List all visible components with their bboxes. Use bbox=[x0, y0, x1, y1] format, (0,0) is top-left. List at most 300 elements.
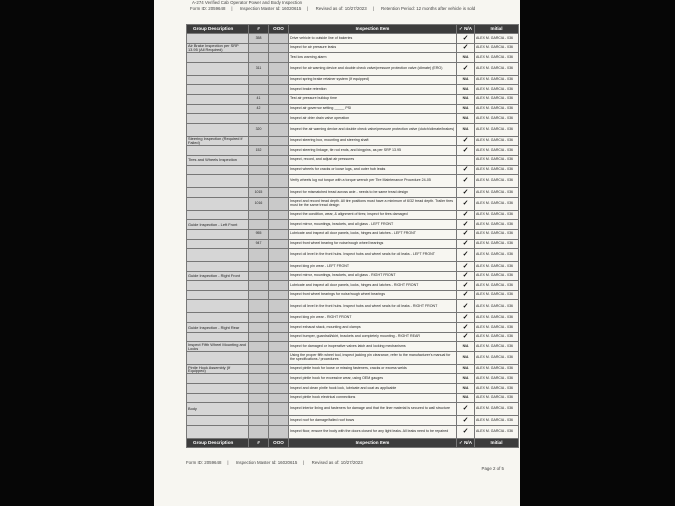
number-cell-text: 1016 bbox=[254, 200, 263, 205]
initial-cell-text: ALEX M. GARCIA - 036 bbox=[476, 167, 513, 172]
table-row bbox=[187, 374, 519, 384]
group-cell bbox=[187, 136, 249, 146]
number-cell bbox=[249, 364, 269, 374]
item-cell bbox=[289, 393, 457, 403]
checkmark-icon: ✓ bbox=[462, 272, 469, 280]
number-cell bbox=[249, 175, 269, 188]
group-cell bbox=[187, 393, 249, 403]
checkmark-icon: ✓ bbox=[462, 313, 469, 321]
table-row bbox=[187, 323, 519, 333]
number-cell bbox=[249, 188, 269, 198]
initial-cell bbox=[475, 393, 519, 403]
icons-cell bbox=[269, 146, 289, 156]
icons-cell bbox=[269, 425, 289, 438]
item-cell bbox=[289, 313, 457, 323]
group-cell bbox=[187, 43, 249, 53]
initial-cell bbox=[475, 34, 519, 44]
number-cell-text: 320 bbox=[255, 126, 262, 131]
icons-cell bbox=[269, 114, 289, 124]
icons-cell bbox=[269, 281, 289, 291]
number-cell bbox=[249, 220, 269, 230]
item-cell-text: Inspect mirror, mountings, brackets, and all glass - LEFT FRONT bbox=[290, 221, 394, 226]
checkmark-icon: ✓ bbox=[462, 137, 469, 145]
item-cell bbox=[289, 425, 457, 438]
item-cell-text: Inspect king pin wear - LEFT FRONT bbox=[290, 263, 350, 268]
table-row bbox=[187, 53, 519, 63]
item-cell-text: Inspect king pin wear - RIGHT FRONT bbox=[290, 314, 352, 319]
number-cell bbox=[249, 53, 269, 63]
initial-cell bbox=[475, 416, 519, 426]
initial-cell bbox=[475, 364, 519, 374]
group-cell bbox=[187, 114, 249, 124]
item-cell bbox=[289, 210, 457, 220]
icons-cell bbox=[269, 155, 289, 165]
item-cell bbox=[289, 62, 457, 75]
group-cell bbox=[187, 85, 249, 95]
number-cell bbox=[249, 239, 269, 249]
item-cell bbox=[289, 281, 457, 291]
checkmark-icon: ✓ bbox=[462, 199, 469, 207]
col-icons-header: OOO bbox=[269, 25, 289, 34]
item-cell-text: Inspect and record tread depth. All tire positions must have a minimum of 6/32 tread depth. Trailer tires must be the same tread design bbox=[290, 199, 453, 207]
check-cell bbox=[457, 197, 475, 210]
check-status: N/A bbox=[462, 343, 469, 348]
group-cell-text: Tires and Wheels Inspection bbox=[188, 157, 237, 163]
item-cell bbox=[289, 188, 457, 198]
table-row bbox=[187, 210, 519, 220]
number-cell bbox=[249, 249, 269, 262]
initial-cell bbox=[475, 104, 519, 114]
icons-cell bbox=[269, 416, 289, 426]
item-cell-text: Inspect pintle hook for loose or missing fasteners, cracks or excess welds bbox=[290, 366, 407, 371]
item-cell bbox=[289, 175, 457, 188]
initial-cell bbox=[475, 332, 519, 342]
item-cell bbox=[289, 104, 457, 114]
number-cell bbox=[249, 290, 269, 300]
item-cell bbox=[289, 146, 457, 156]
item-cell-text: Inspect wheels for cracks or loose lugs, and outer hub leaks bbox=[290, 167, 386, 172]
item-cell-text: Inspect air drier drain valve operation bbox=[290, 115, 350, 120]
table-row bbox=[187, 384, 519, 394]
icons-cell bbox=[269, 34, 289, 44]
table-row bbox=[187, 165, 519, 175]
icons-cell bbox=[269, 300, 289, 313]
initial-cell bbox=[475, 271, 519, 281]
table-row bbox=[187, 281, 519, 291]
initial-cell bbox=[475, 155, 519, 165]
initial-cell-text: ALEX M. GARCIA - 036 bbox=[476, 212, 513, 217]
footer-inspection-master: Inspection Master Id: 16020615 bbox=[235, 460, 298, 465]
check-cell bbox=[457, 425, 475, 438]
check-cell bbox=[457, 104, 475, 114]
item-cell bbox=[289, 403, 457, 416]
check-cell bbox=[457, 229, 475, 239]
group-cell bbox=[187, 239, 249, 249]
number-cell bbox=[249, 75, 269, 85]
initial-cell-text: ALEX M. GARCIA - 036 bbox=[476, 282, 513, 287]
initial-cell-text: ALEX M. GARCIA - 036 bbox=[476, 77, 513, 82]
table-row bbox=[187, 85, 519, 95]
number-cell bbox=[249, 313, 269, 323]
number-cell bbox=[249, 384, 269, 394]
initial-cell bbox=[475, 136, 519, 146]
icons-cell bbox=[269, 384, 289, 394]
check-cell bbox=[457, 416, 475, 426]
check-cell bbox=[457, 123, 475, 136]
header-form-no: Form ID: 2059648 bbox=[190, 6, 226, 11]
number-cell bbox=[249, 271, 269, 281]
item-cell-text: Drive vehicle to outside line of bakeries bbox=[290, 35, 353, 40]
initial-cell bbox=[475, 425, 519, 438]
item-cell bbox=[289, 290, 457, 300]
initial-cell-text: ALEX M. GARCIA - 036 bbox=[476, 366, 513, 371]
icons-cell bbox=[269, 104, 289, 114]
table-row bbox=[187, 262, 519, 272]
group-cell bbox=[187, 94, 249, 104]
check-status: N/A bbox=[462, 106, 469, 111]
group-cell bbox=[187, 364, 249, 374]
number-cell bbox=[249, 300, 269, 313]
table-row bbox=[187, 393, 519, 403]
group-cell bbox=[187, 300, 249, 313]
group-cell bbox=[187, 403, 249, 416]
item-cell-text: Inspect for damaged or inoperative valves latch and locking mechanisms bbox=[290, 343, 406, 348]
icons-cell bbox=[269, 229, 289, 239]
col-group-header: Group Description bbox=[187, 25, 249, 34]
table-row bbox=[187, 342, 519, 352]
group-cell bbox=[187, 323, 249, 333]
initial-cell bbox=[475, 94, 519, 104]
check-status: N/A bbox=[462, 395, 469, 400]
group-cell bbox=[187, 34, 249, 44]
initial-cell bbox=[475, 323, 519, 333]
icons-cell bbox=[269, 136, 289, 146]
initial-cell bbox=[475, 197, 519, 210]
item-cell bbox=[289, 155, 457, 165]
number-cell-text: 42 bbox=[256, 106, 261, 111]
icons-cell bbox=[269, 271, 289, 281]
group-cell-text: Inspect Fifth Wheel Mounting and Locks bbox=[188, 341, 246, 351]
checkmark-icon: ✓ bbox=[462, 64, 469, 72]
check-cell bbox=[457, 146, 475, 156]
checkmark-icon: ✓ bbox=[462, 291, 469, 299]
initial-cell-text: ALEX M. GARCIA - 036 bbox=[476, 406, 513, 411]
group-cell bbox=[187, 75, 249, 85]
initial-cell-text: ALEX M. GARCIA - 036 bbox=[476, 241, 513, 245]
initial-cell-text: ALEX M. GARCIA - 036 bbox=[476, 292, 513, 297]
table-row bbox=[187, 220, 519, 230]
icons-cell bbox=[269, 165, 289, 175]
group-cell bbox=[187, 425, 249, 438]
initial-cell-text: ALEX M. GARCIA - 036 bbox=[476, 54, 513, 59]
item-cell bbox=[289, 262, 457, 272]
initial-cell bbox=[475, 290, 519, 300]
check-cell bbox=[457, 175, 475, 188]
icons-cell bbox=[269, 323, 289, 333]
group-cell bbox=[187, 104, 249, 114]
check-cell bbox=[457, 262, 475, 272]
icons-cell bbox=[269, 332, 289, 342]
number-cell bbox=[249, 332, 269, 342]
header-title: A-274 Verified Cab Operator Power and Body Inspection bbox=[192, 0, 303, 5]
table-row bbox=[187, 313, 519, 323]
item-cell-text: Test air pressure buildup time bbox=[290, 96, 337, 101]
item-cell bbox=[289, 374, 457, 384]
group-cell bbox=[187, 374, 249, 384]
number-cell bbox=[249, 43, 269, 53]
item-cell bbox=[289, 114, 457, 124]
item-cell bbox=[289, 94, 457, 104]
check-cell bbox=[457, 94, 475, 104]
item-cell-text: Inspect air governor setting _____ PSI bbox=[290, 106, 352, 111]
number-cell bbox=[249, 197, 269, 210]
number-cell bbox=[249, 123, 269, 136]
item-cell bbox=[289, 416, 457, 426]
table-row bbox=[187, 229, 519, 239]
check-cell bbox=[457, 62, 475, 75]
table-row bbox=[187, 94, 519, 104]
group-cell bbox=[187, 290, 249, 300]
check-cell bbox=[457, 374, 475, 384]
number-cell bbox=[249, 62, 269, 75]
initial-cell bbox=[475, 165, 519, 175]
check-cell bbox=[457, 210, 475, 220]
item-cell-text: Inspect the air warning device and double check valve/pressure protection valve (clutch/climate/brakes) bbox=[290, 126, 455, 131]
check-cell bbox=[457, 114, 475, 124]
initial-cell bbox=[475, 313, 519, 323]
check-status: N/A bbox=[462, 375, 469, 380]
group-cell-text: Guide Inspection - Right Front bbox=[188, 273, 240, 279]
checkmark-icon: ✓ bbox=[462, 416, 469, 424]
icons-cell bbox=[269, 75, 289, 85]
group-cell bbox=[187, 384, 249, 394]
checkmark-icon: ✓ bbox=[462, 262, 469, 270]
item-cell bbox=[289, 249, 457, 262]
table-row bbox=[187, 188, 519, 198]
item-cell-text: Inspect spring brake retainer system (If equipped) bbox=[290, 77, 370, 82]
group-cell bbox=[187, 53, 249, 63]
item-cell bbox=[289, 165, 457, 175]
table-row bbox=[187, 34, 519, 44]
header-ids: Form ID: 2059648 | Inspection Master Id: 16020615 | Revised as of: 10/27/2023 | Retention Period: 12 months after vehicle is sold bbox=[190, 6, 476, 11]
icons-cell bbox=[269, 374, 289, 384]
icons-cell bbox=[269, 342, 289, 352]
initial-cell-text: ALEX M. GARCIA - 036 bbox=[476, 96, 513, 101]
check-status: N/A bbox=[462, 86, 469, 91]
checkmark-icon: ✓ bbox=[462, 302, 469, 310]
item-cell-text: Inspect for mismatched tread across axle - needs to be same tread design bbox=[290, 189, 409, 194]
initial-cell-text: ALEX M. GARCIA - 036 bbox=[476, 429, 513, 434]
initial-cell bbox=[475, 53, 519, 63]
initial-cell-text: ALEX M. GARCIA - 036 bbox=[476, 115, 513, 120]
number-cell-text: 152 bbox=[255, 147, 262, 152]
checkmark-icon: ✓ bbox=[462, 323, 469, 331]
icons-cell bbox=[269, 94, 289, 104]
icons-cell bbox=[269, 175, 289, 188]
number-cell bbox=[249, 323, 269, 333]
check-cell bbox=[457, 281, 475, 291]
table-row bbox=[187, 136, 519, 146]
initial-cell bbox=[475, 229, 519, 239]
check-status: N/A bbox=[462, 355, 469, 360]
group-cell-text: Air Brake Inspection per SRP 13.95 (All Required) bbox=[188, 43, 239, 52]
initial-cell bbox=[475, 175, 519, 188]
number-cell bbox=[249, 114, 269, 124]
number-cell-text: 311 bbox=[255, 65, 262, 70]
item-cell-text: Inspect interior lining and fasteners for damage and that the liner material is secured to wall structure bbox=[290, 406, 451, 411]
initial-cell bbox=[475, 220, 519, 230]
initial-cell-text: ALEX M. GARCIA - 036 bbox=[476, 138, 513, 143]
icons-cell bbox=[269, 364, 289, 374]
checkmark-icon: ✓ bbox=[462, 251, 469, 259]
initial-cell-text: ALEX M. GARCIA - 036 bbox=[476, 65, 513, 70]
item-cell-text: Test low warning alarm bbox=[290, 54, 327, 59]
table-row bbox=[187, 62, 519, 75]
table-row bbox=[187, 104, 519, 114]
initial-cell-text: ALEX M. GARCIA - 036 bbox=[476, 324, 513, 329]
check-cell bbox=[457, 136, 475, 146]
header-inspection-master: Inspection Master Id: 16020615 bbox=[239, 6, 302, 11]
number-cell-text: 358 bbox=[255, 35, 262, 40]
check-cell bbox=[457, 43, 475, 53]
item-cell bbox=[289, 332, 457, 342]
initial-cell-text: ALEX M. GARCIA - 036 bbox=[476, 334, 513, 339]
icons-cell bbox=[269, 210, 289, 220]
item-cell bbox=[289, 239, 457, 249]
check-status: N/A bbox=[462, 77, 469, 82]
initial-cell bbox=[475, 384, 519, 394]
group-cell-text: Body bbox=[188, 406, 197, 412]
col-num-footer: # bbox=[249, 438, 269, 447]
item-cell-text: Inspect steering box, mounting and steering shaft bbox=[290, 138, 369, 143]
initial-cell bbox=[475, 75, 519, 85]
col-check-header: ✓ N/A bbox=[457, 25, 475, 34]
icons-cell bbox=[269, 290, 289, 300]
group-cell bbox=[187, 342, 249, 352]
number-cell bbox=[249, 342, 269, 352]
initial-cell bbox=[475, 374, 519, 384]
table-row bbox=[187, 351, 519, 364]
group-cell bbox=[187, 313, 249, 323]
initial-cell-text: ALEX M. GARCIA - 036 bbox=[476, 252, 513, 257]
table-row bbox=[187, 416, 519, 426]
initial-cell-text: ALEX M. GARCIA - 036 bbox=[476, 200, 513, 205]
check-cell bbox=[457, 239, 475, 249]
initial-cell bbox=[475, 239, 519, 249]
item-cell bbox=[289, 53, 457, 63]
col-num-header: # bbox=[249, 25, 269, 34]
number-cell bbox=[249, 281, 269, 291]
checkmark-icon: ✓ bbox=[462, 240, 469, 247]
number-cell bbox=[249, 374, 269, 384]
checkmark-icon: ✓ bbox=[462, 220, 469, 228]
item-cell bbox=[289, 220, 457, 230]
item-cell-text: Inspect pintle hook for excessive wear, using OEM gauges bbox=[290, 375, 384, 380]
initial-cell-text: ALEX M. GARCIA - 036 bbox=[476, 126, 513, 131]
item-cell-text: Inspect roof for damage/failed roof bows bbox=[290, 417, 355, 422]
footer-ids: Form ID: 2059648 | Inspection Master Id: 16020615 | Revised as of: 10/27/2023 bbox=[186, 460, 363, 465]
item-cell-text: Lubricate and inspect all door panels, locks, hinges and latches - RIGHT FRONT bbox=[290, 282, 419, 287]
item-cell bbox=[289, 342, 457, 352]
item-cell-text: Inspect oil level in the front hubs. Inspect hubs and wheel seals for oil leaks - LEFT FRONT bbox=[290, 252, 435, 257]
initial-cell bbox=[475, 210, 519, 220]
table-footer-row bbox=[187, 438, 519, 447]
checkmark-icon: ✓ bbox=[462, 166, 469, 174]
checkmark-icon: ✓ bbox=[462, 281, 469, 289]
initial-cell bbox=[475, 146, 519, 156]
group-cell bbox=[187, 155, 249, 165]
group-cell bbox=[187, 197, 249, 210]
initial-cell bbox=[475, 85, 519, 95]
icons-cell bbox=[269, 393, 289, 403]
col-icons-footer: OOO bbox=[269, 438, 289, 447]
initial-cell-text: ALEX M. GARCIA - 036 bbox=[476, 221, 513, 226]
icons-cell bbox=[269, 188, 289, 198]
item-cell-text: Inspect floor, ensure the body with the doors closed for any light leaks. All leaks need to be repaired bbox=[290, 429, 449, 434]
number-cell bbox=[249, 393, 269, 403]
group-cell bbox=[187, 220, 249, 230]
icons-cell bbox=[269, 262, 289, 272]
footer-form-no: Form ID: 2059648 bbox=[186, 460, 222, 465]
group-cell bbox=[187, 351, 249, 364]
check-cell bbox=[457, 155, 475, 165]
initial-cell-text: ALEX M. GARCIA - 036 bbox=[476, 343, 513, 348]
initial-cell-text: ALEX M. GARCIA - 036 bbox=[476, 385, 513, 390]
number-cell-text: 955 bbox=[255, 231, 262, 236]
item-cell-text: Using the proper fifth wheel tool, inspect jacking pin clearance, refer to the manufacturer's manual for the specifications / procedures bbox=[290, 353, 451, 361]
item-cell bbox=[289, 43, 457, 53]
item-cell-text: Inspect front wheel bearing for noise/rough wheel bearings bbox=[290, 241, 384, 245]
checkmark-icon: ✓ bbox=[462, 177, 469, 185]
icons-cell bbox=[269, 85, 289, 95]
table-row bbox=[187, 332, 519, 342]
initial-cell-text: ALEX M. GARCIA - 036 bbox=[476, 355, 513, 360]
number-cell bbox=[249, 425, 269, 438]
number-cell bbox=[249, 85, 269, 95]
initial-cell-text: ALEX M. GARCIA - 036 bbox=[476, 45, 513, 50]
number-cell bbox=[249, 146, 269, 156]
item-cell-text: Inspect front wheel bearings for noise/rough wheel bearings bbox=[290, 292, 386, 297]
initial-cell bbox=[475, 342, 519, 352]
table-body bbox=[187, 34, 519, 439]
group-cell bbox=[187, 229, 249, 239]
group-cell bbox=[187, 123, 249, 136]
check-cell bbox=[457, 403, 475, 416]
number-cell bbox=[249, 155, 269, 165]
table-row bbox=[187, 43, 519, 53]
group-cell bbox=[187, 146, 249, 156]
checkmark-icon: ✓ bbox=[462, 230, 469, 238]
checkmark-icon: ✓ bbox=[462, 333, 469, 341]
icons-cell bbox=[269, 123, 289, 136]
checkmark-icon: ✓ bbox=[462, 146, 469, 154]
initial-cell-text: ALEX M. GARCIA - 036 bbox=[476, 375, 513, 380]
icons-cell bbox=[269, 43, 289, 53]
initial-cell-text: ALEX M. GARCIA - 036 bbox=[476, 395, 513, 400]
table-header-row bbox=[187, 25, 519, 34]
check-status: N/A bbox=[462, 366, 469, 371]
page-number: Page 2 of 5 bbox=[481, 466, 504, 471]
group-cell bbox=[187, 416, 249, 426]
initial-cell-text: ALEX M. GARCIA - 036 bbox=[476, 178, 513, 183]
number-cell bbox=[249, 416, 269, 426]
group-cell bbox=[187, 62, 249, 75]
number-cell-text: 41 bbox=[256, 96, 261, 101]
item-cell bbox=[289, 75, 457, 85]
checkmark-icon: ✓ bbox=[462, 34, 469, 42]
initial-cell-text: ALEX M. GARCIA - 036 bbox=[476, 189, 513, 194]
number-cell bbox=[249, 229, 269, 239]
